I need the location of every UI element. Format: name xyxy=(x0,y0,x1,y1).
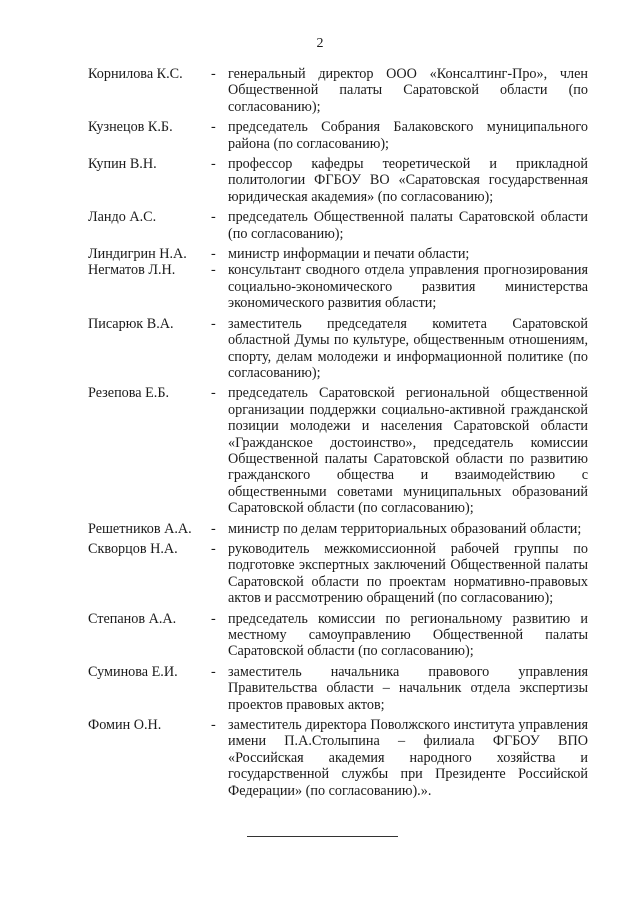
dash-separator: - xyxy=(211,156,216,173)
member-description: министр информации и печати области; xyxy=(228,246,470,263)
dash-separator: - xyxy=(211,66,216,82)
dash-separator: - xyxy=(211,246,216,263)
member-name: Негматов Л.Н. xyxy=(88,262,176,279)
dash-separator: - xyxy=(211,119,216,136)
list-item xyxy=(88,316,588,382)
list-item xyxy=(88,664,588,713)
member-name: Корнилова К.С. xyxy=(88,66,183,82)
member-name: Линдигрин Н.А. xyxy=(88,246,187,263)
list-item xyxy=(88,209,588,242)
member-description: заместитель директора Поволжского института управления имени П.А.Столыпина – филиала ФГБОУ ВПО «Российская академия народного хозяйства и государственной службы при Президенте Российской Федерации» (по согласованию).». xyxy=(228,717,588,799)
member-name: Скворцов Н.А. xyxy=(88,540,178,557)
list-item xyxy=(88,246,588,262)
member-description: председатель Собрания Балаковского муниципального района (по согласованию); xyxy=(228,119,588,152)
member-description: генеральный директор ООО «Консалтинг-Про», член Общественной палаты Саратовской области (по согласованию); xyxy=(228,66,588,115)
member-description: консультант сводного отдела управления прогнозирования социально-экономического развития министерства экономического развития области; xyxy=(228,262,588,312)
member-name: Ландо А.С. xyxy=(88,209,157,226)
member-name: Суминова Е.И. xyxy=(88,663,178,680)
dash-separator: - xyxy=(211,520,216,537)
member-description: председатель комиссии по региональному развитию и местному самоуправлению Общественной палаты Саратовской области (по согласованию); xyxy=(228,610,588,660)
end-divider-line xyxy=(247,836,398,837)
page-number: 2 xyxy=(316,36,324,51)
member-list xyxy=(88,66,588,799)
dash-separator: - xyxy=(211,262,216,279)
list-item xyxy=(88,611,588,660)
member-name: Купин В.Н. xyxy=(88,156,157,173)
list-item xyxy=(88,385,588,516)
list-item xyxy=(88,156,588,205)
member-description: председатель Общественной палаты Саратовской области (по согласованию); xyxy=(228,209,588,242)
member-name: Писарюк В.А. xyxy=(88,315,174,332)
member-description: председатель Саратовской региональной общественной организации поддержки социально-активной гражданской позиции молодежи и населения Саратовской области «Гражданское достоинство», председатель комиссии Общественной палаты Саратовской области по развитию гражданского общества и взаимодействию с общественными советами муниципальных образований Саратовской области (по согласованию); xyxy=(228,385,588,517)
list-item xyxy=(88,717,588,799)
member-description: заместитель председателя комитета Саратовской областной Думы по культуре, общественным отношениям, спорту, делам молодежи и информационной политике (по согласованию); xyxy=(228,315,588,381)
member-name: Степанов А.А. xyxy=(88,610,177,627)
dash-separator: - xyxy=(211,610,216,627)
member-description: руководитель межкомиссионной рабочей группы по подготовке экспертных заключений Общественной палаты Саратовской области по проектам нормативно-правовых актов и рассмотрению обращений (по согласованию); xyxy=(228,540,588,607)
dash-separator: - xyxy=(211,540,216,557)
member-description: профессор кафедры теоретической и прикладной политологии ФГБОУ ВО «Саратовская государственная юридическая академия» (по согласованию); xyxy=(228,156,588,205)
dash-separator: - xyxy=(211,315,216,332)
member-name: Решетников А.А. xyxy=(88,520,192,537)
member-description: министр по делам территориальных образований области; xyxy=(228,520,582,537)
list-item xyxy=(88,541,588,607)
member-description: заместитель начальника правового управления Правительства области – начальник отдела экспертизы проектов правовых актов; xyxy=(228,663,588,713)
member-name: Фомин О.Н. xyxy=(88,717,162,734)
list-item xyxy=(88,521,588,537)
list-item xyxy=(88,262,588,311)
dash-separator: - xyxy=(211,385,216,402)
dash-separator: - xyxy=(211,209,216,226)
dash-separator: - xyxy=(211,663,216,680)
member-name: Кузнецов К.Б. xyxy=(88,119,173,136)
list-item xyxy=(88,119,588,152)
list-item xyxy=(88,66,588,115)
member-name: Резепова Е.Б. xyxy=(88,385,170,402)
dash-separator: - xyxy=(211,717,216,734)
